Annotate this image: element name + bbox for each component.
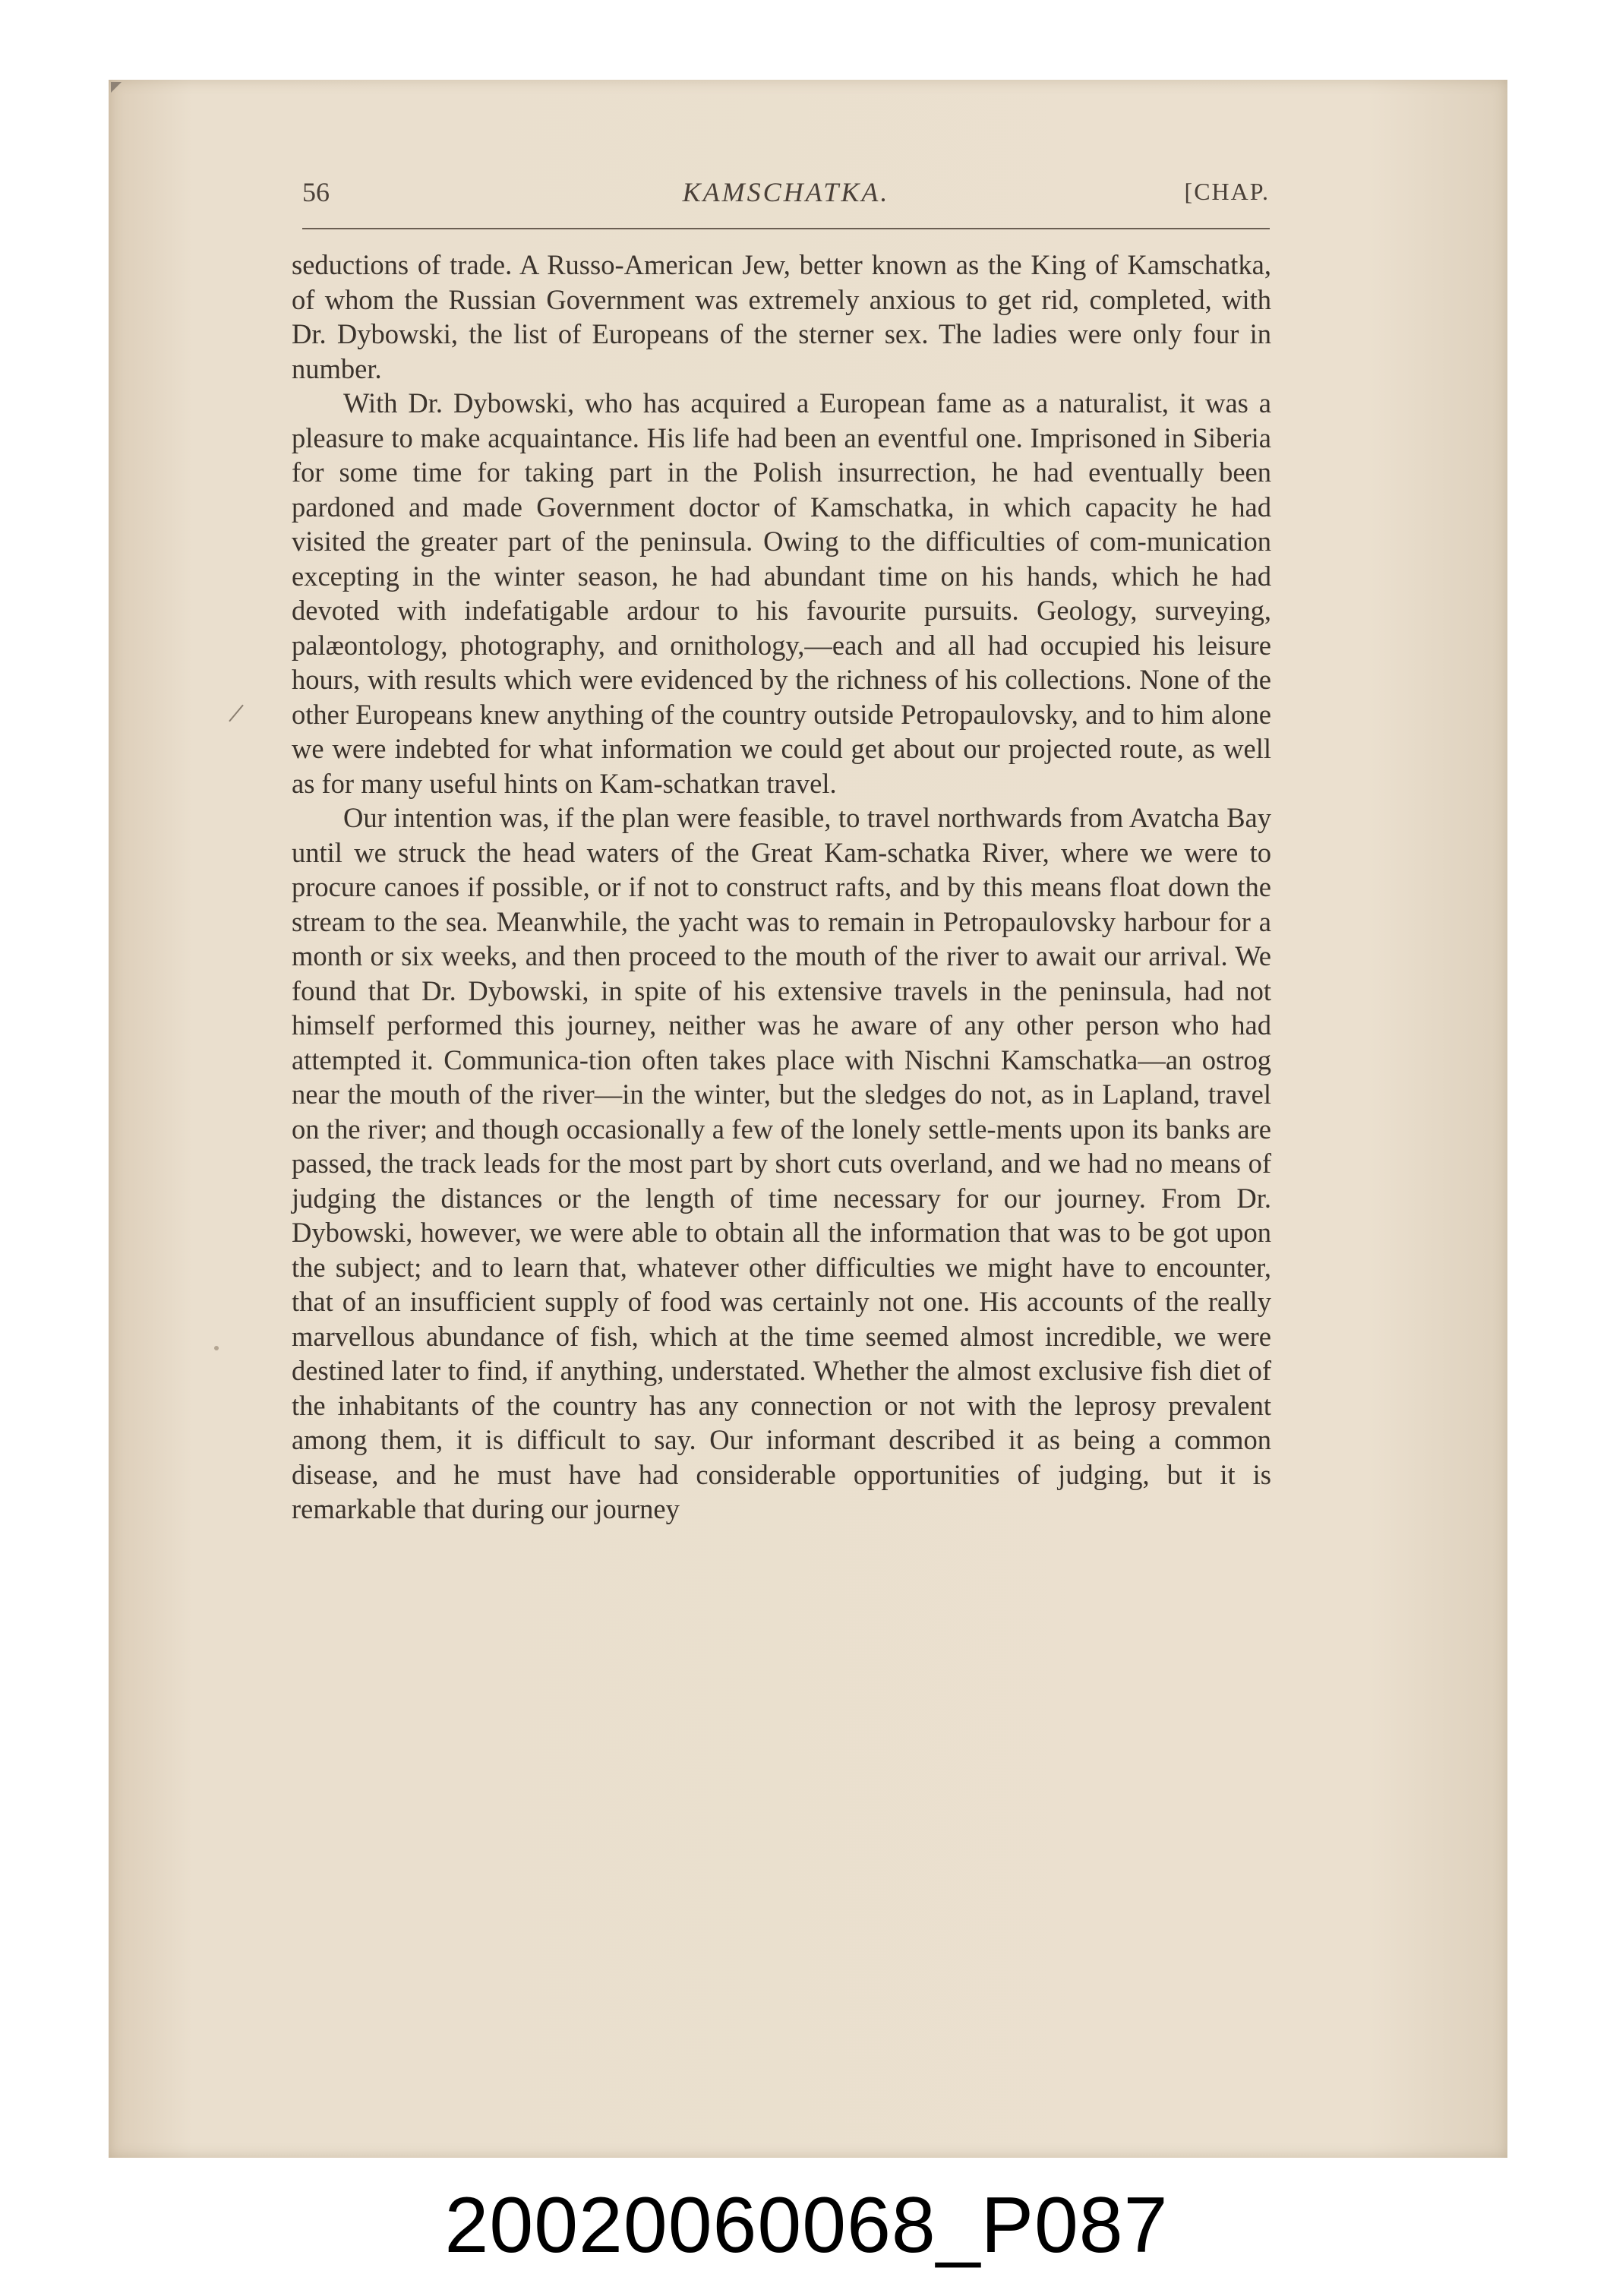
paper-speck	[214, 1346, 219, 1350]
body-text	[292, 248, 1271, 1527]
paragraph-3: Our intention was, if the plan were feasible, to travel northwards from Avatcha Bay until we struck the head waters of the Great Kam-schatka River, where we were to procure canoes if possible, or if not to construct rafts, and by this means float down the stream to the sea. Meanwhile, the yacht was to remain in Petropaulovsky harbour for a month or six weeks, and then proceed to the mouth of the river to await our arrival. We found that Dr. Dybowski, in spite of his extensive travels in the peninsula, had not himself performed this journey, neither was he aware of any other person who had attempted it. Communica-tion often takes place with Nischni Kamschatka—an ostrog near the mouth of the river—in the winter, but the sledges do not, as in Lapland, travel on the river; and though occasionally a few of the lonely settle-ments upon its banks are passed, the track leads for the most part by short cuts overland, and we had no means of judging the distances or the length of time necessary for our journey. From Dr. Dybowski, however, we were able to obtain all the information that was to be got upon the subject; and to learn that, whatever other difficulties we might have to encounter, that of an insufficient supply of food was certainly not one. His accounts of the really marvellous abundance of fish, which at the time seemed almost incredible, we were destined later to find, if anything, understated. Whether the almost exclusive fish diet of the inhabitants of the country has any connection or not with the leprosy prevalent among them, it is difficult to say. Our informant described it as being a common disease, and he must have had considerable opportunities of judging, but it is remarkable that during our journey	[292, 802, 1271, 1524]
chapter-marker: [CHAP.	[1184, 178, 1270, 205]
page-corner-mark	[111, 82, 122, 93]
running-title: KAMSCHATKA.	[682, 177, 890, 207]
paragraph-2: With Dr. Dybowski, who has acquired a European fame as a naturalist, it was a pleasure to make acquaintance. His life had been an eventful one. Imprisoned in Siberia for some time for taking part in the Polish insurrection, he had eventually been pardoned and made Government doctor of Kamschatka, in which capacity he had visited the greater part of the peninsula. Owing to the difficulties of com-munication excepting in the winter season, he had abundant time on his hands, which he had devoted with indefatigable ardour to his favourite pursuits. Geology, surveying, palæontology, photography, and ornithology,—each and all had occupied his leisure hours, with results which were evidenced by the richness of his collections. None of the other Europeans knew anything of the country outside Petropaulovsky, and to him alone we were indebted for what information we could get about our projected route, as well as for many useful hints on Kam-schatkan travel.	[292, 387, 1271, 799]
header-rule	[302, 228, 1270, 229]
page-header	[302, 176, 1270, 222]
page-number: 56	[302, 177, 330, 207]
image-caption: 20020060068_P087	[444, 2181, 1169, 2269]
paragraph-1: seductions of trade. A Russo-American Jew, better known as the King of Kamschatka, of whom the Russian Government was extremely anxious to get rid, completed, with Dr. Dybowski, the list of Europeans of the sterner sex. The ladies were only four in number.	[292, 249, 1271, 384]
